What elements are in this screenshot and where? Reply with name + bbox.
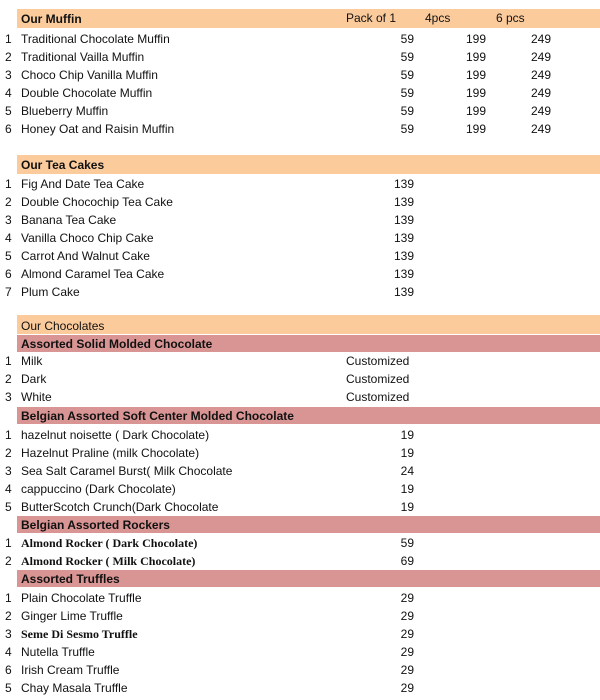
item-price: 139 xyxy=(393,285,414,299)
item-name: Seme Di Sesmo Truffle xyxy=(21,627,138,641)
item-price: 19 xyxy=(400,482,414,496)
item-price: 59 xyxy=(400,536,414,550)
truffles-title: Assorted Truffles xyxy=(21,572,120,586)
item-number: 2 xyxy=(5,195,12,209)
item-price: 199 xyxy=(465,104,486,118)
item-price: 249 xyxy=(530,86,551,100)
item-price: 249 xyxy=(530,104,551,118)
solid-title: Assorted Solid Molded Chocolate xyxy=(21,337,213,351)
item-price: 59 xyxy=(400,104,414,118)
item-number: 3 xyxy=(5,464,12,478)
item-price: 29 xyxy=(400,591,414,605)
muffin-col-6pcs: 6 pcs xyxy=(496,11,525,25)
item-price: 29 xyxy=(400,627,414,641)
chocolates-title: Our Chocolates xyxy=(21,319,105,333)
item-name: Blueberry Muffin xyxy=(21,104,109,118)
item-price: 19 xyxy=(400,500,414,514)
muffin-col-4pcs: 4pcs xyxy=(425,11,451,25)
item-name: Banana Tea Cake xyxy=(21,213,117,227)
item-price: 249 xyxy=(530,122,551,136)
item-name: Fig And Date Tea Cake xyxy=(21,177,145,191)
item-name: Milk xyxy=(21,354,43,368)
item-price: 59 xyxy=(400,68,414,82)
item-name: Sea Salt Caramel Burst( Milk Chocolate xyxy=(21,464,233,478)
item-price: 24 xyxy=(400,464,414,478)
item-number: 1 xyxy=(5,354,12,368)
item-number: 3 xyxy=(5,68,12,82)
item-number: 6 xyxy=(5,122,12,136)
item-number: 1 xyxy=(5,428,12,442)
item-price: 59 xyxy=(400,86,414,100)
item-price: 139 xyxy=(393,267,414,281)
item-number: 6 xyxy=(5,267,12,281)
item-price: 59 xyxy=(400,122,414,136)
item-name: Ginger Lime Truffle xyxy=(21,609,123,623)
item-name: Double Chocolate Muffin xyxy=(21,86,153,100)
item-price: 59 xyxy=(400,50,414,64)
item-name: Traditional Chocolate Muffin xyxy=(21,32,170,46)
item-price: 249 xyxy=(530,32,551,46)
tea-title: Our Tea Cakes xyxy=(21,158,105,172)
item-number: 4 xyxy=(5,231,12,245)
item-number: 1 xyxy=(5,591,12,605)
item-name: hazelnut noisette ( Dark Chocolate) xyxy=(21,428,210,442)
item-name: White xyxy=(21,390,52,404)
item-name: Chay Masala Truffle xyxy=(21,681,128,695)
item-name: Plain Chocolate Truffle xyxy=(21,591,142,605)
item-name: Traditional Vailla Muffin xyxy=(21,50,145,64)
item-number: 1 xyxy=(5,32,12,46)
item-name: Almond Rocker ( Milk Chocolate) xyxy=(21,554,196,568)
item-price: 199 xyxy=(465,122,486,136)
item-number: 3 xyxy=(5,390,12,404)
item-price: 69 xyxy=(400,554,414,568)
item-price: 29 xyxy=(400,681,414,695)
item-price: 19 xyxy=(400,446,414,460)
item-price: 59 xyxy=(400,32,414,46)
item-number: 2 xyxy=(5,609,12,623)
item-number: 3 xyxy=(5,627,12,641)
item-name: cappuccino (Dark Chocolate) xyxy=(21,482,176,496)
item-price: 139 xyxy=(393,177,414,191)
item-number: 4 xyxy=(5,645,12,659)
item-price: Customized xyxy=(346,372,410,386)
item-name: Carrot And Walnut Cake xyxy=(21,249,150,263)
item-number: 2 xyxy=(5,50,12,64)
item-name: Double Chocochip Tea Cake xyxy=(21,195,173,209)
belgian-title: Belgian Assorted Soft Center Molded Chocolate xyxy=(21,409,294,423)
item-name: Almond Caramel Tea Cake xyxy=(21,267,165,281)
item-price: 29 xyxy=(400,663,414,677)
item-price: 139 xyxy=(393,195,414,209)
item-name: Irish Cream Truffle xyxy=(21,663,120,677)
item-number: 2 xyxy=(5,554,12,568)
item-number: 5 xyxy=(5,500,12,514)
item-number: 4 xyxy=(5,86,12,100)
item-price: 199 xyxy=(465,32,486,46)
item-price: 139 xyxy=(393,249,414,263)
item-name: Honey Oat and Raisin Muffin xyxy=(21,122,175,136)
item-price: 19 xyxy=(400,428,414,442)
item-price: Customized xyxy=(346,354,410,368)
item-name: Vanilla Choco Chip Cake xyxy=(21,231,154,245)
muffin-title: Our Muffin xyxy=(21,12,82,26)
item-name: Dark xyxy=(21,372,47,386)
item-name: Hazelnut Praline (milk Chocolate) xyxy=(21,446,200,460)
item-number: 1 xyxy=(5,177,12,191)
item-number: 4 xyxy=(5,482,12,496)
item-number: 5 xyxy=(5,249,12,263)
rockers-title: Belgian Assorted Rockers xyxy=(21,518,170,532)
item-number: 2 xyxy=(5,372,12,386)
muffin-col-pack1: Pack of 1 xyxy=(346,11,397,25)
item-number: 2 xyxy=(5,446,12,460)
item-price: 249 xyxy=(530,50,551,64)
item-price: 29 xyxy=(400,609,414,623)
item-name: Almond Rocker ( Dark Chocolate) xyxy=(21,536,198,550)
item-name: ButterScotch Crunch(Dark Chocolate xyxy=(21,500,219,514)
item-price: 199 xyxy=(465,86,486,100)
chocolates-header xyxy=(17,315,600,334)
item-number: 1 xyxy=(5,536,12,550)
item-price: Customized xyxy=(346,390,410,404)
item-number: 5 xyxy=(5,104,12,118)
item-number: 5 xyxy=(5,681,12,695)
item-name: Nutella Truffle xyxy=(21,645,95,659)
item-price: 139 xyxy=(393,231,414,245)
item-number: 7 xyxy=(5,285,12,299)
item-price: 29 xyxy=(400,645,414,659)
item-name: Choco Chip Vanilla Muffin xyxy=(21,68,158,82)
tea-header xyxy=(17,155,600,174)
item-name: Plum Cake xyxy=(21,285,80,299)
item-price: 139 xyxy=(393,213,414,227)
item-price: 199 xyxy=(465,68,486,82)
item-number: 3 xyxy=(5,213,12,227)
item-price: 249 xyxy=(530,68,551,82)
item-price: 199 xyxy=(465,50,486,64)
item-number: 6 xyxy=(5,663,12,677)
